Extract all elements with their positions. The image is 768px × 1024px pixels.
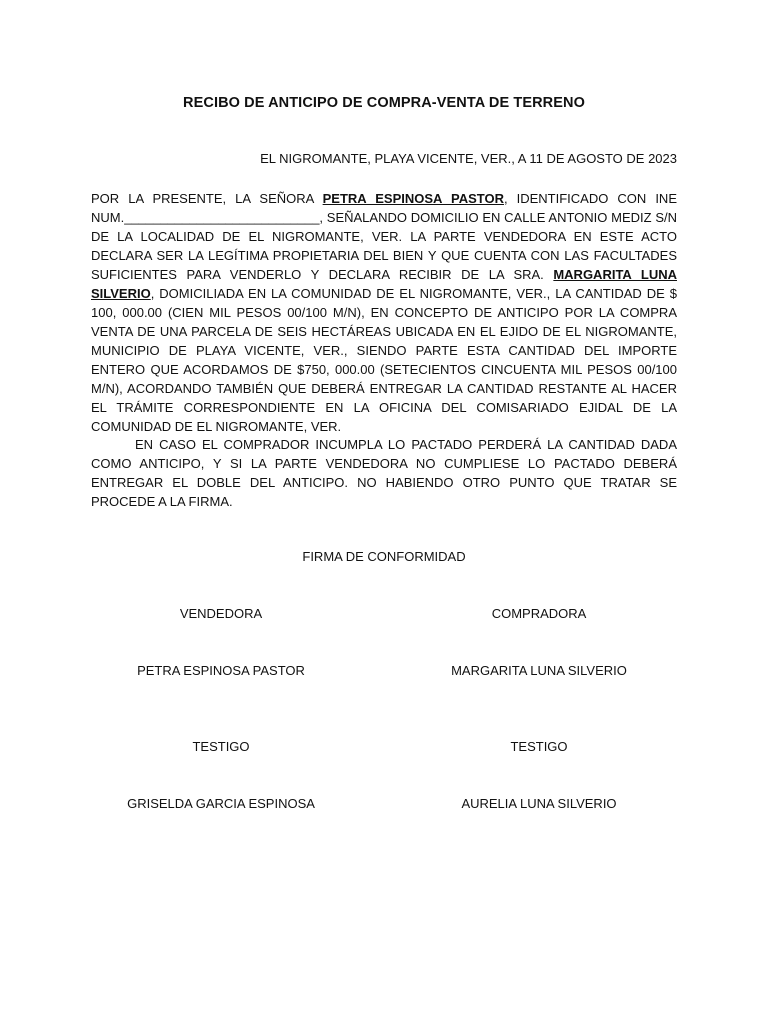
witness-left-name: GRISELDA GARCIA ESPINOSA	[127, 796, 315, 811]
document-title: RECIBO DE ANTICIPO DE COMPRA-VENTA DE TERRENO	[183, 95, 585, 111]
seller-signature-name: PETRA ESPINOSA PASTOR	[137, 663, 305, 678]
buyer-signature-name: MARGARITA LUNA SILVERIO	[451, 663, 627, 678]
seller-name-inline: PETRA ESPINOSA PASTOR	[322, 191, 504, 206]
place-date-line: EL NIGROMANTE, PLAYA VICENTE, VER., A 11 DE AGOSTO DE 2023	[260, 151, 677, 166]
paragraph1-intro: POR LA PRESENTE, LA SEÑORA	[91, 191, 323, 206]
witness-right-name: AURELIA LUNA SILVERIO	[461, 796, 617, 811]
paragraph1-middle: , IDENTIFICADO CON INE NUM.___________________________, SEÑALANDO DOMICILIO EN CALLE ANTONIO MEDIZ S/N DE LA LOCALIDAD DE EL NIGROMANTE, VER. LA PARTE VENDEDORA EN ESTE ACTO DECLARA SER LA LEGÍTIMA PROPIETARIA DEL BIEN Y QUE CUENTA CON LAS FACULTADES SUFICIENTES PARA VENDERLO Y DECLARA RECIBIR DE LA SRA.	[91, 191, 677, 282]
buyer-name-inline: MARGARITA LUNA SILVERIO	[91, 267, 677, 301]
seller-role-label: VENDEDORA	[179, 606, 263, 621]
witness-left-role-label: TESTIGO	[192, 739, 250, 754]
buyer-role-label: COMPRADORA	[491, 606, 587, 621]
paragraph-receipt-body	[91, 189, 677, 436]
witness-right-role-label: TESTIGO	[510, 739, 568, 754]
paragraph1-rest: , DOMICILIADA EN LA COMUNIDAD DE EL NIGROMANTE, VER., LA CANTIDAD DE $ 100, 000.00 (CIEN MIL PESOS 00/100 M/N), EN CONCEPTO DE ANTICIPO POR LA COMPRA VENTA DE UNA PARCELA DE SEIS HECTÁREAS UBICADA EN EL EJIDO DE EL NIGROMANTE, MUNICIPIO DE PLAYA VICENTE, VER., SIENDO PARTE ESTA CANTIDAD DEL IMPORTE ENTERO QUE ACORDAMOS DE $750, 000.00 (SETECIENTOS CINCUENTA MIL PESOS 00/100 M/N), ACORDANDO TAMBIÉN QUE DEBERÁ ENTREGAR LA CANTIDAD RESTANTE AL HACER EL TRÁMITE CORRESPONDIENTE EN LA OFICINA DEL COMISARIADO EJIDAL DE LA COMUNIDAD DE EL NIGROMANTE, VER.	[91, 286, 677, 434]
paragraph-penalty-clause: EN CASO EL COMPRADOR INCUMPLA LO PACTADO PERDERÁ LA CANTIDAD DADA COMO ANTICIPO, Y SI LA PARTE VENDEDORA NO CUMPLIESE LO PACTADO DEBERÁ ENTREGAR EL DOBLE DEL ANTICIPO. NO HABIENDO OTRO PUNTO QUE TRATAR SE PROCEDE A LA FIRMA.	[91, 437, 677, 509]
signature-heading: FIRMA DE CONFORMIDAD	[302, 549, 466, 564]
